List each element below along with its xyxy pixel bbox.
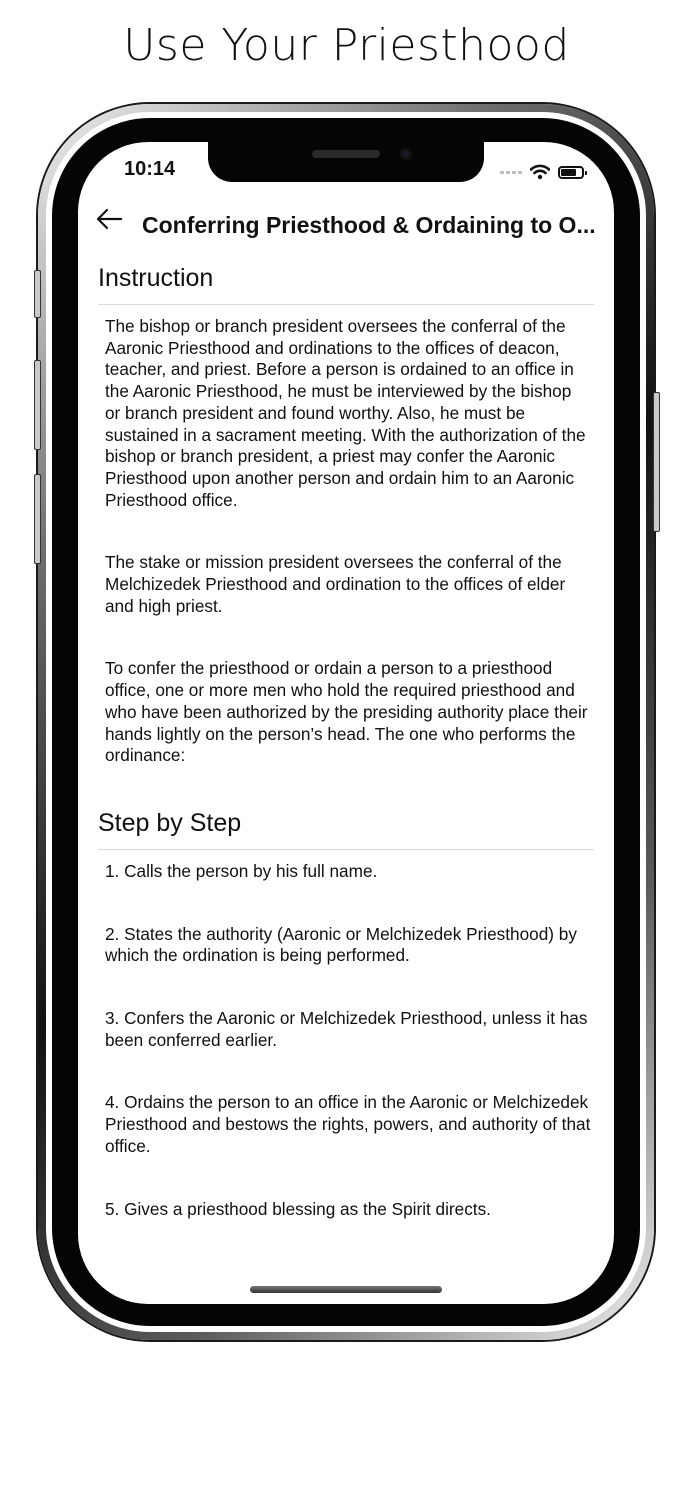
battery-icon bbox=[558, 166, 584, 179]
power-button bbox=[653, 392, 660, 532]
step-item: 2. States the authority (Aaronic or Melchizedek Priesthood) by which the ordination is being performed. bbox=[105, 923, 577, 966]
mute-switch bbox=[34, 270, 41, 318]
instruction-paragraph: To confer the priesthood or ordain a person to a priesthood office, one or more men who hold the required priesthood and who have been authorized by the presiding authority place their hands lightly on the person’s head. The one who performs the ordinance: bbox=[105, 658, 588, 766]
notch bbox=[208, 142, 484, 182]
status-icons bbox=[500, 162, 584, 182]
speaker-grille bbox=[312, 150, 380, 158]
instruction-paragraph: The stake or mission president oversees the conferral of the Melchizedek Priesthood and ordination to the offices of elder and high priest. bbox=[105, 552, 566, 616]
content-scroll-area[interactable] bbox=[98, 264, 594, 1220]
volume-up-button bbox=[34, 360, 41, 450]
step-item: 4. Ordains the person to an office in the Aaronic or Melchizedek Priesthood and bestows the rights, powers, and authority of that office. bbox=[105, 1092, 591, 1156]
back-arrow-icon[interactable] bbox=[94, 204, 124, 234]
status-time: 10:14 bbox=[124, 158, 176, 180]
instruction-heading: Instruction bbox=[98, 264, 594, 305]
promo-title: Use Your Priesthood bbox=[123, 20, 570, 71]
cellular-signal-icon bbox=[500, 171, 522, 174]
home-indicator[interactable] bbox=[250, 1286, 442, 1293]
step-item: 3. Confers the Aaronic or Melchizedek Priesthood, unless it has been conferred earlier. bbox=[105, 1008, 588, 1050]
steps-heading: Step by Step bbox=[98, 809, 594, 850]
app-screen bbox=[78, 142, 614, 1304]
battery-level bbox=[561, 169, 576, 176]
instruction-paragraph: The bishop or branch president oversees the conferral of the Aaronic Priesthood and ordinations to the offices of deacon, teacher, and priest. Before a person is ordained to an office in the Aaronic Priesthood, he must be interviewed by the bishop or branch president and found worthy. Also, he must be sustained in a sacrament meeting. With the authorization of the bishop or branch president, a priest may confer the Aaronic Priesthood upon another person and ordain him to an Aaronic Priesthood office. bbox=[105, 316, 586, 510]
step-item: 5. Gives a priesthood blessing as the Spirit directs. bbox=[105, 1198, 491, 1219]
nav-title: Conferring Priesthood & Ordaining to O... bbox=[142, 212, 596, 238]
volume-down-button bbox=[34, 474, 41, 564]
wifi-icon bbox=[530, 164, 550, 180]
step-item: 1. Calls the person by his full name. bbox=[105, 860, 378, 881]
front-camera-icon bbox=[400, 148, 412, 160]
